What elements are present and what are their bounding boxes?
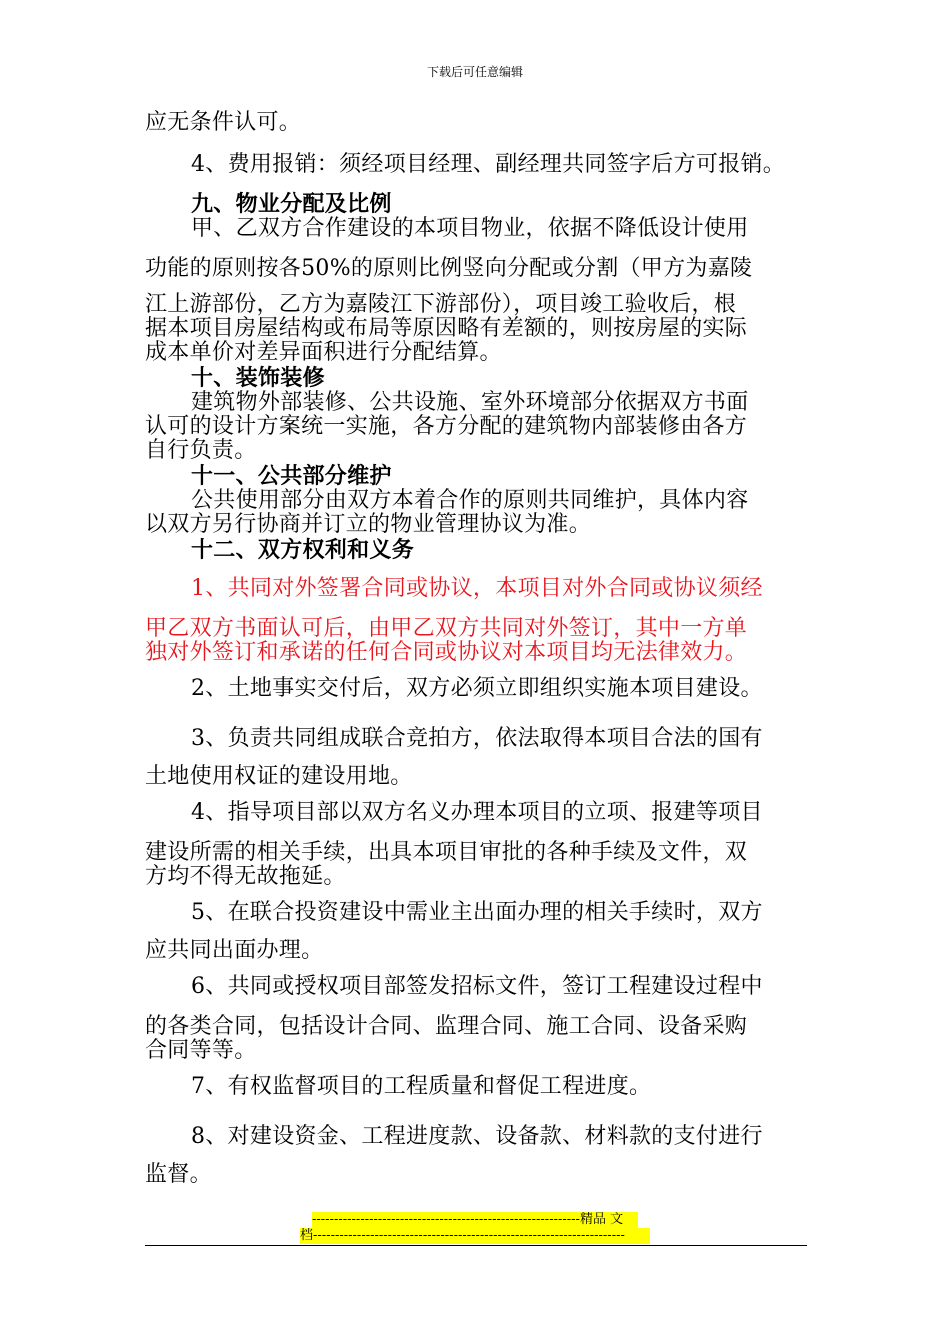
paragraph-line: 5、在联合投资建设中需业主出面办理的相关手续时，双方: [191, 900, 763, 925]
paragraph-line: 4、指导项目部以双方名义办理本项目的立项、报建等项目: [191, 800, 763, 825]
footer-line-2: 档-----------------------------------------------------------------------: [300, 1228, 650, 1244]
paragraph-line: 合同等等。: [145, 1038, 257, 1063]
paragraph-line: 应无条件认可。: [145, 110, 302, 135]
paragraph-line: 甲乙双方书面认可后，由甲乙双方共同对外签订，其中一方单: [145, 616, 748, 641]
paragraph-line: 应共同出面办理。: [145, 938, 324, 963]
paragraph-line: 以双方另行协商并订立的物业管理协议为准。: [145, 512, 592, 537]
paragraph-line: 功能的原则按各50%的原则比例竖向分配或分割（甲方为嘉陵: [145, 256, 753, 281]
paragraph-line: 土地使用权证的建设用地。: [145, 764, 413, 789]
paragraph-line: 8、对建设资金、工程进度款、设备款、材料款的支付进行: [191, 1124, 763, 1149]
section-heading: 十二、双方权利和义务: [191, 538, 415, 563]
paragraph-line: 7、有权监督项目的工程质量和督促工程进度。: [191, 1074, 652, 1099]
paragraph-line: 独对外签订和承诺的任何合同或协议对本项目均无法律效力。: [145, 640, 748, 665]
paragraph-line: 的各类合同，包括设计合同、监理合同、施工合同、设备采购: [145, 1014, 748, 1039]
paragraph-line: 4、费用报销：须经项目经理、副经理共同签字后方可报销。: [191, 152, 786, 177]
section-heading: 九、物业分配及比例: [191, 192, 392, 217]
paragraph-line: 公共使用部分由双方本着合作的原则共同维护，具体内容: [191, 488, 749, 513]
paragraph-line: 3、负责共同组成联合竞拍方，依法取得本项目合法的国有: [191, 726, 763, 751]
paragraph-line: 甲、乙双方合作建设的本项目物业，依据不降低设计使用: [191, 216, 749, 241]
paragraph-line: 建设所需的相关手续，出具本项目审批的各种手续及文件，双: [145, 840, 748, 865]
paragraph-line: 认可的设计方案统一实施，各方分配的建筑物内部装修由各方: [145, 414, 748, 439]
page-header: 下载后可任意编辑: [426, 65, 523, 79]
footer-line-1: -------------------------------------------------------------精品 文: [312, 1212, 638, 1228]
footer-watermark: [300, 1212, 650, 1244]
paragraph-line: 6、共同或授权项目部签发招标文件，签订工程建设过程中: [191, 974, 763, 999]
paragraph-line: 建筑物外部装修、公共设施、室外环境部分依据双方书面: [191, 390, 749, 415]
paragraph-line: 江上游部份，乙方为嘉陵江下游部份），项目竣工验收后，根: [145, 292, 737, 317]
paragraph-line: 成本单价对差异面积进行分配结算。: [145, 340, 502, 365]
paragraph-line: 监督。: [145, 1162, 212, 1187]
paragraph-line: 自行负责。: [145, 438, 257, 463]
section-heading: 十、装饰装修: [191, 366, 325, 391]
paragraph-line: 据本项目房屋结构或布局等原因略有差额的，则按房屋的实际: [145, 316, 748, 341]
section-heading: 十一、公共部分维护: [191, 464, 392, 489]
paragraph-line: 方均不得无故拖延。: [145, 864, 346, 889]
paragraph-line: 2、土地事实交付后，双方必须立即组织实施本项目建设。: [191, 676, 763, 701]
footer-rule: [145, 1245, 807, 1246]
paragraph-line: 1、共同对外签署合同或协议，本项目对外合同或协议须经: [191, 576, 763, 601]
